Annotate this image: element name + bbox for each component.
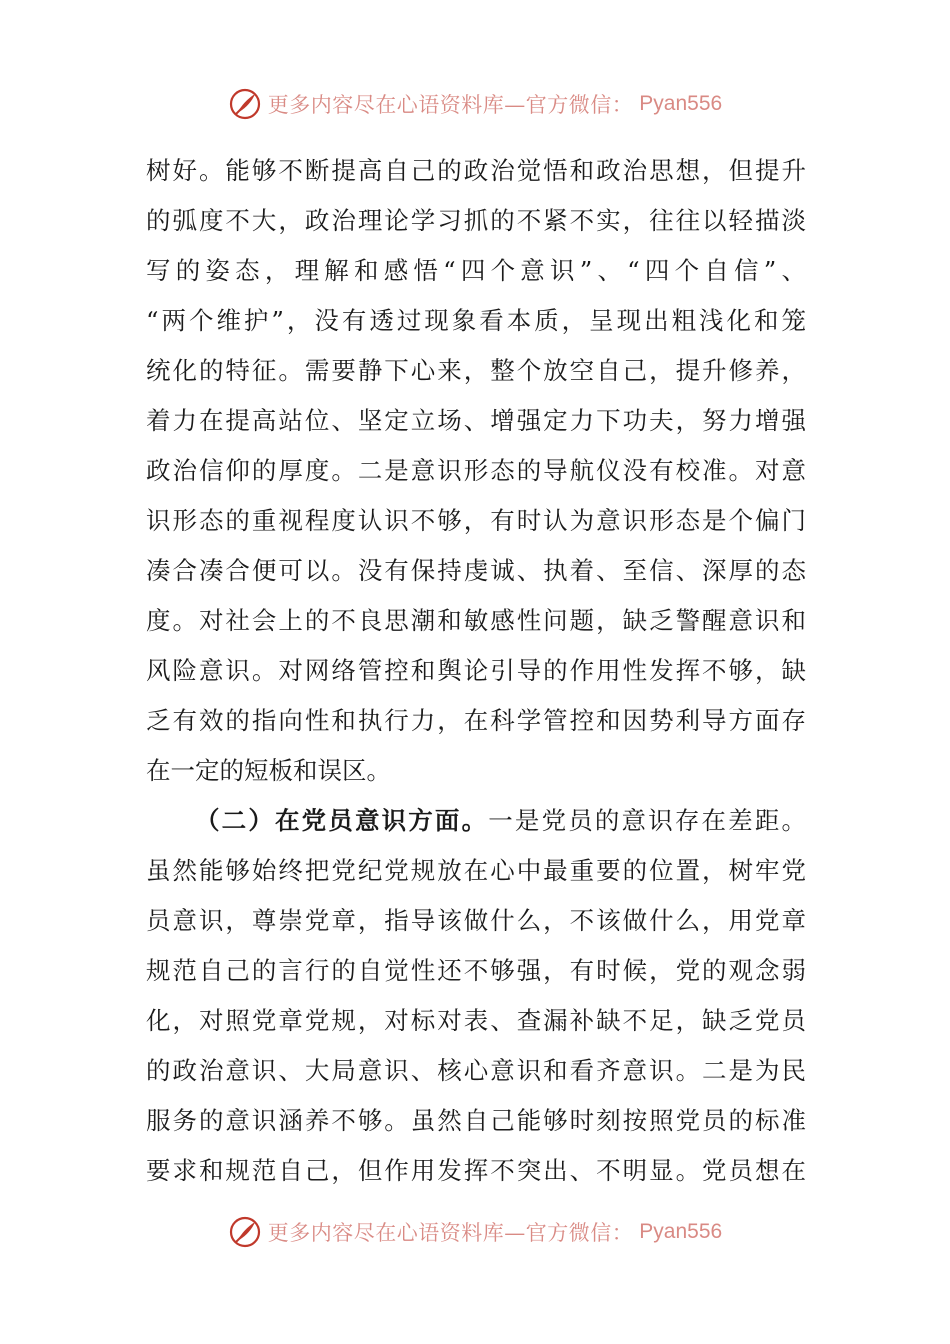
quill-logo-icon <box>228 1215 262 1249</box>
text-line: 着力在提高站位、坚定立场、增强定力下功夫，努力增强 <box>146 406 806 435</box>
text-line: 在一定的短板和误区。 <box>146 756 391 785</box>
text-line: 的弧度不大，政治理论学习抓的不紧不实，往往以轻描淡 <box>146 206 806 235</box>
text-line: 员意识，尊崇党章，指导该做什么，不该做什么，用党章 <box>146 906 806 935</box>
text-line: 服务的意识涵养不够。虽然自己能够时刻按照党员的标准 <box>146 1106 806 1135</box>
document-body <box>146 146 806 1196</box>
text-line: 乏有效的指向性和执行力，在科学管控和因势利导方面存 <box>146 706 806 735</box>
watermark-wechat-id: Pyan556 <box>639 1220 723 1243</box>
text-line: 政治信仰的厚度。二是意识形态的导航仪没有校准。对意 <box>146 456 806 485</box>
text-line: 写的姿态，理解和感悟“四个意识”、“四个自信”、 <box>146 256 806 285</box>
footer-watermark <box>0 1212 950 1252</box>
header-watermark <box>0 84 950 124</box>
text-line: 虽然能够始终把党纪党规放在心中最重要的位置，树牢党 <box>146 856 806 885</box>
watermark-wechat-id: Pyan556 <box>639 92 723 115</box>
section-heading: （二）在党员意识方面。 <box>195 806 489 835</box>
text-line: 规范自己的言行的自觉性还不够强，有时候，党的观念弱 <box>146 956 806 985</box>
section-heading-rest: 一是党员的意识存在差距。 <box>488 806 806 835</box>
text-line: 度。对社会上的不良思潮和敏感性问题，缺乏警醒意识和 <box>146 606 806 635</box>
text-line: 识形态的重视程度认识不够，有时认为意识形态是个偏门 <box>146 506 806 535</box>
text-line: 的政治意识、大局意识、核心意识和看齐意识。二是为民 <box>146 1056 806 1085</box>
text-line: 树好。能够不断提高自己的政治觉悟和政治思想，但提升 <box>146 156 806 185</box>
text-line: 化，对照党章党规，对标对表、查漏补缺不足，缺乏党员 <box>146 1006 806 1035</box>
watermark-text: 更多内容尽在心语资料库—官方微信： <box>267 93 634 117</box>
paragraph-party-member-awareness <box>146 796 806 1196</box>
paragraph-first-line <box>146 796 806 846</box>
text-line: “两个维护”，没有透过现象看本质，呈现出粗浅化和笼 <box>146 306 806 335</box>
text-line: 风险意识。对网络管控和舆论引导的作用性发挥不够，缺 <box>146 656 806 685</box>
quill-logo-icon <box>228 87 262 121</box>
watermark-text: 更多内容尽在心语资料库—官方微信： <box>267 1221 634 1245</box>
text-line: 统化的特征。需要静下心来，整个放空自己，提升修养， <box>146 356 806 385</box>
paragraph-political-awareness <box>146 146 806 796</box>
text-line: 凑合凑合便可以。没有保持虔诚、执着、至信、深厚的态 <box>146 556 806 585</box>
text-line: 要求和规范自己，但作用发挥不突出、不明显。党员想在 <box>146 1156 806 1185</box>
